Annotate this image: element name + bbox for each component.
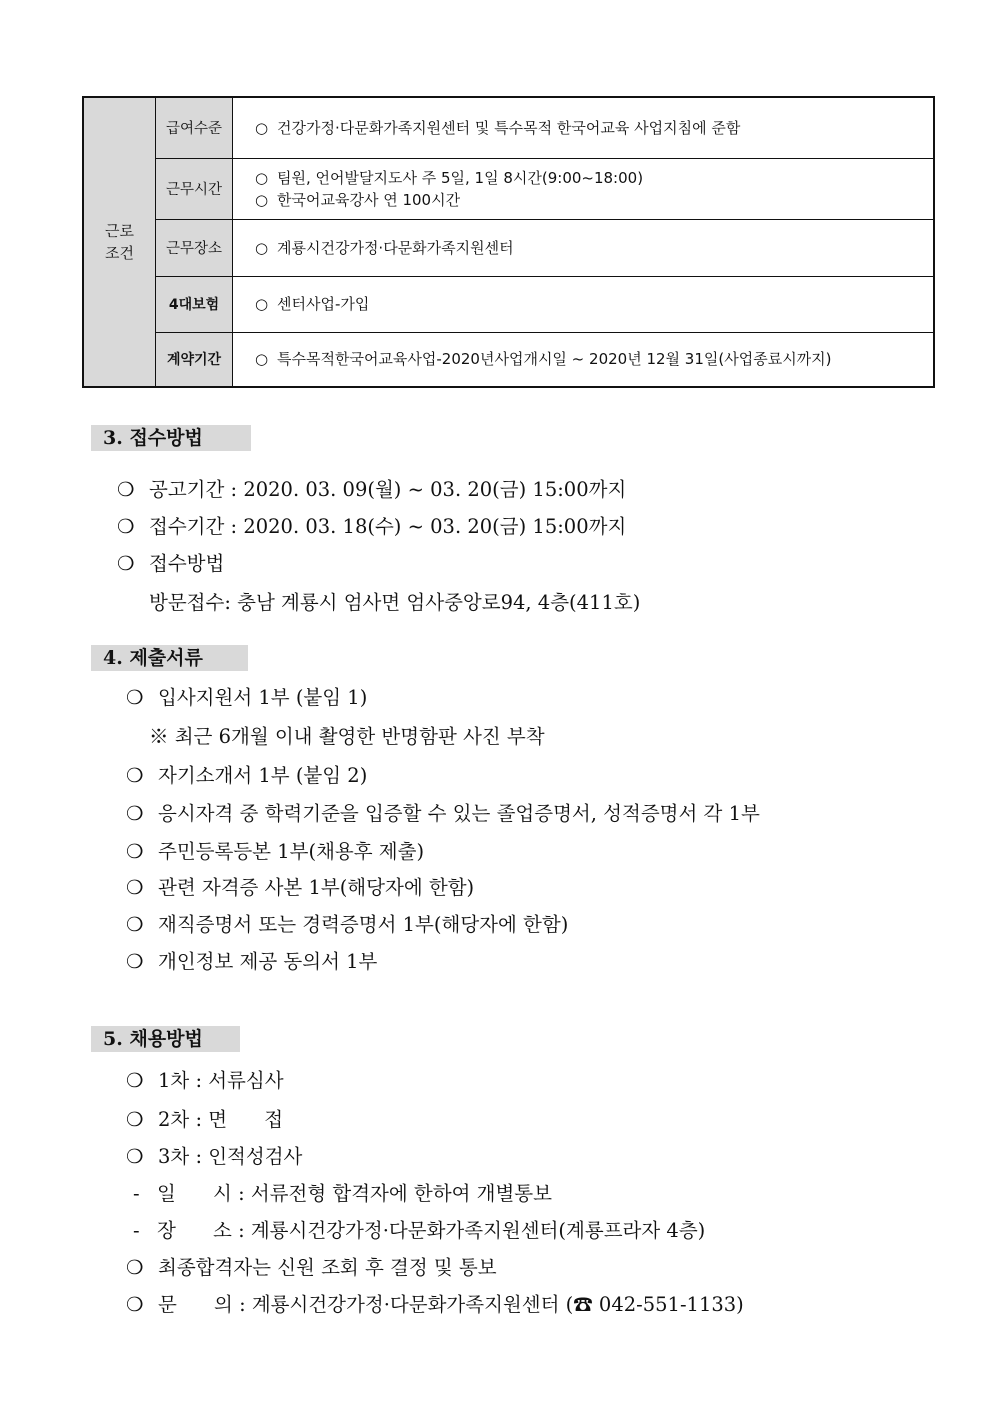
bullet-icon: ○ <box>255 168 269 187</box>
list-item <box>126 763 367 789</box>
dash-bullet: - <box>133 1219 140 1242</box>
row-value-text: 센터사업-가입 <box>277 295 370 313</box>
circle-bullet-icon: ❍ <box>126 1069 144 1092</box>
row-value-text: 팀원, 언어발달지도사 주 5일, 1일 8시간(9:00~18:00) <box>277 168 644 187</box>
group-label-line-2: 조건 <box>105 244 134 262</box>
list-item <box>126 1144 302 1170</box>
row-value-text: 한국어교육강사 연 100시간 <box>277 190 461 209</box>
row-label-hours: 근무시간 <box>156 158 233 219</box>
bullet-icon: ○ <box>255 238 269 257</box>
bullet-icon: ○ <box>255 295 269 313</box>
group-label-line-1: 근로 <box>105 222 134 240</box>
visit-address: 방문접수: 충남 계룡시 엄사면 엄사중앙로94, 4층(411호) <box>149 591 641 614</box>
row-value-text: 건강가정·다문화가족지원센터 및 특수목적 한국어교육 사업지침에 준함 <box>277 118 741 137</box>
group-label-cell <box>83 97 156 387</box>
list-item <box>117 551 224 577</box>
circle-bullet-icon: ❍ <box>126 950 144 973</box>
row-value-salary <box>233 97 935 158</box>
list-item <box>126 685 367 711</box>
list-item-text: 응시자격 중 학력기준을 입증할 수 있는 졸업증명서, 성적증명서 각 1부 <box>158 802 760 825</box>
list-item <box>133 1218 705 1244</box>
circle-bullet-icon: ❍ <box>126 1108 144 1131</box>
circle-bullet-icon: ❍ <box>126 913 144 936</box>
list-item-text: 자기소개서 1부 (붙임 2) <box>158 764 368 787</box>
row-value-contract <box>233 332 935 387</box>
circle-bullet-icon: ❍ <box>117 515 135 538</box>
list-item-text: 3차 : 인적성검사 <box>158 1145 303 1168</box>
row-value-location <box>233 219 935 276</box>
circle-bullet-icon: ❍ <box>117 552 135 575</box>
list-item-text: 관련 자격증 사본 1부(해당자에 한함) <box>158 876 475 899</box>
list-item-text: 장 소 : 계룡시건강가정·다문화가족지원센터(계룡프라자 4층) <box>157 1219 706 1242</box>
list-item <box>126 949 377 975</box>
row-value-text: 특수목적한국어교육사업-2020년사업개시일 ~ 2020년 12월 31일(사업종료시까지) <box>277 350 832 369</box>
list-item-text: 입사지원서 1부 (붙임 1) <box>158 686 368 709</box>
dash-bullet: - <box>133 1182 140 1205</box>
list-item-text: 접수기간 : 2020. 03. 18(수) ~ 03. 20(금) 15:00까지 <box>149 515 627 538</box>
circle-bullet-icon: ❍ <box>126 1256 144 1279</box>
photo-note: ※ 최근 6개월 이내 촬영한 반명함판 사진 부착 <box>149 725 545 748</box>
section-4-title: 4. 제출서류 <box>91 645 248 671</box>
section-3-title: 3. 접수방법 <box>91 425 251 451</box>
list-item-text: 재직증명서 또는 경력증명서 1부(해당자에 한함) <box>158 913 569 936</box>
circle-bullet-icon: ❍ <box>126 1293 144 1316</box>
row-value-hours <box>233 158 935 219</box>
list-item <box>126 801 760 827</box>
working-conditions-table <box>82 96 935 388</box>
list-item-text: 공고기간 : 2020. 03. 09(월) ~ 03. 20(금) 15:00까지 <box>149 478 627 501</box>
list-item-text: 최종합격자는 신원 조회 후 결정 및 통보 <box>158 1256 497 1279</box>
circle-bullet-icon: ❍ <box>126 1145 144 1168</box>
section-5-title: 5. 채용방법 <box>91 1026 240 1052</box>
list-item <box>133 1181 552 1207</box>
list-item <box>126 1068 284 1094</box>
bullet-icon: ○ <box>255 118 269 137</box>
circle-bullet-icon: ❍ <box>126 876 144 899</box>
circle-bullet-icon: ❍ <box>117 478 135 501</box>
list-item <box>117 477 626 503</box>
contact-text: 문 의 : 계룡시건강가정·다문화가족지원센터 (☎ 042-551-1133) <box>158 1293 744 1316</box>
list-item <box>126 839 424 865</box>
list-item <box>126 1255 497 1281</box>
bullet-icon: ○ <box>255 190 269 209</box>
list-item <box>117 514 626 540</box>
bullet-icon: ○ <box>255 350 269 369</box>
list-item-text: 주민등록등본 1부(채용후 제출) <box>158 840 425 863</box>
list-item-text: 일 시 : 서류전형 합격자에 한하여 개별통보 <box>157 1182 552 1205</box>
circle-bullet-icon: ❍ <box>126 840 144 863</box>
list-item <box>126 1107 283 1133</box>
list-item-text: 2차 : 면 접 <box>158 1108 284 1131</box>
row-label-salary: 급여수준 <box>156 97 233 158</box>
row-value-insurance <box>233 276 935 332</box>
row-value-text: 계룡시건강가정·다문화가족지원센터 <box>277 238 514 257</box>
list-item-text: 개인정보 제공 동의서 1부 <box>158 950 378 973</box>
row-label-location: 근무장소 <box>156 219 233 276</box>
list-item-text: 1차 : 서류심사 <box>158 1069 284 1092</box>
list-item <box>126 912 568 938</box>
row-label-contract: 계약기간 <box>156 332 233 387</box>
circle-bullet-icon: ❍ <box>126 764 144 787</box>
circle-bullet-icon: ❍ <box>126 686 144 709</box>
circle-bullet-icon: ❍ <box>126 802 144 825</box>
list-item-text: 접수방법 <box>149 552 225 575</box>
list-item <box>126 1292 744 1318</box>
row-label-insurance: 4대보험 <box>156 276 233 332</box>
list-item <box>126 875 474 901</box>
